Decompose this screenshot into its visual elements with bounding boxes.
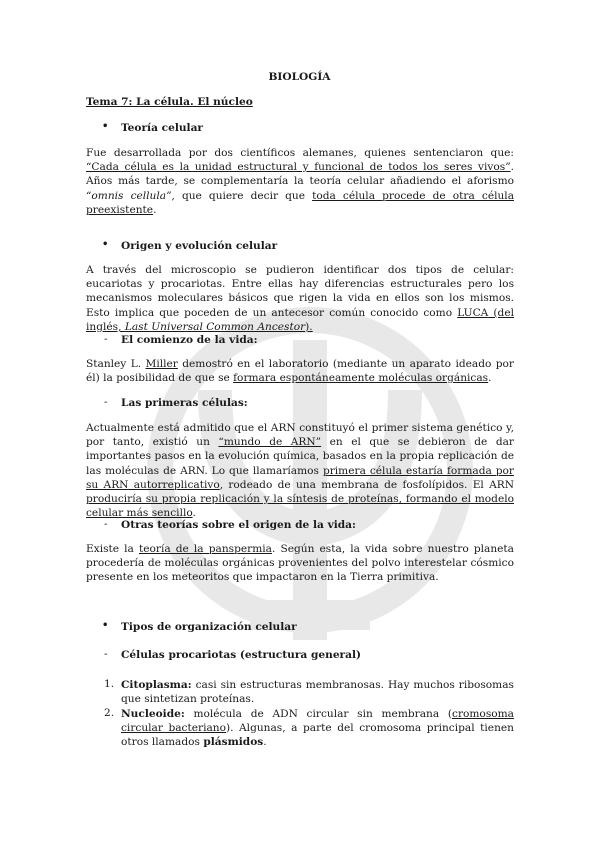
paragraph-otras-teorias: Existe la teoría de la panspermia. Según esta, la vida sobre nuestro planeta procedería de moléculas orgánicas provenientes del polvo interestelar cósmico presente en los meteoritos que impactaron en la Tierra primitiva. xyxy=(86,543,514,584)
dash-marker: - xyxy=(104,648,108,660)
section-heading-origen: Origen y evolución celular xyxy=(121,240,278,252)
section-heading-teoria-celular: Teoría celular xyxy=(121,122,204,134)
dash-marker: - xyxy=(104,518,108,530)
list-item-nucleoide: Nucleoide: molécula de ADN circular sin membrana (cromosoma circular bacteriano). Algunas, a parte del cromosoma principal tienen otros llamados plásmidos. xyxy=(121,708,514,749)
subheading-comienzo: El comienzo de la vida: xyxy=(121,334,258,346)
bullet-icon: • xyxy=(102,239,109,250)
paragraph-origen: A través del microscopio se pudieron identificar dos tipos de celular: eucariotas y procariotas. Entre ellas hay diferencias estructurales pero los mecanismos moleculares básicos que rigen la vida en ellos son los mismos. Esto implica que poceden de un antecesor común conocido como LUCA (del inglés, Last Universal Common Ancestor). xyxy=(86,264,514,333)
paragraph-teoria-celular: Fue desarrollada por dos científicos alemanes, quienes sentenciaron que: “Cada célula es la unidad estructural y funcional de todos los seres vivos”. Años más tarde, se complementaría la teoría celular añadiendo el aforismo “omnis cellula”, que quiere decir que toda célula procede de otra célula preexistente. xyxy=(86,147,515,216)
document-title: BIOLOGÍA xyxy=(268,71,331,83)
list-number: 1. xyxy=(104,678,115,690)
list-item-citoplasma: Citoplasma: casi sin estructuras membranosas. Hay muchos ribosomas que sintetizan proteínas. xyxy=(121,679,514,706)
paragraph-comienzo: Stanley L. Miller demostró en el laboratorio (mediante un aparato ideado por él) la posibilidad de que se formara espontáneamente moléculas orgánicas. xyxy=(86,358,514,385)
subheading-otras-teorias: Otras teorías sobre el origen de la vida: xyxy=(121,519,356,531)
subheading-procariotas: Células procariotas (estructura general) xyxy=(121,649,362,661)
bullet-icon: • xyxy=(102,620,109,631)
subheading-primeras-celulas: Las primeras células: xyxy=(121,397,248,409)
dash-marker: - xyxy=(104,396,108,408)
paragraph-primeras-celulas: Actualmente está admitido que el ARN constituyó el primer sistema genético y, por tanto, existió un “mundo de ARN” en el que se debieron de dar importantes pasos en la evolución química, basados en la propia replicación de las moléculas de ARN. Lo que llamaríamos primera célula estaría formada por su ARN autorreplicativo, rodeado de una membrana de fosfolípidos. El ARN produciría su propia replicación y la síntesis de proteínas, formando el modelo celular más sencillo. xyxy=(86,422,514,520)
topic-heading: Tema 7: La célula. El núcleo xyxy=(86,96,253,108)
dash-marker: - xyxy=(104,333,108,345)
list-number: 2. xyxy=(104,707,115,719)
bullet-icon: • xyxy=(102,121,109,132)
section-heading-tipos: Tipos de organización celular xyxy=(121,621,297,633)
